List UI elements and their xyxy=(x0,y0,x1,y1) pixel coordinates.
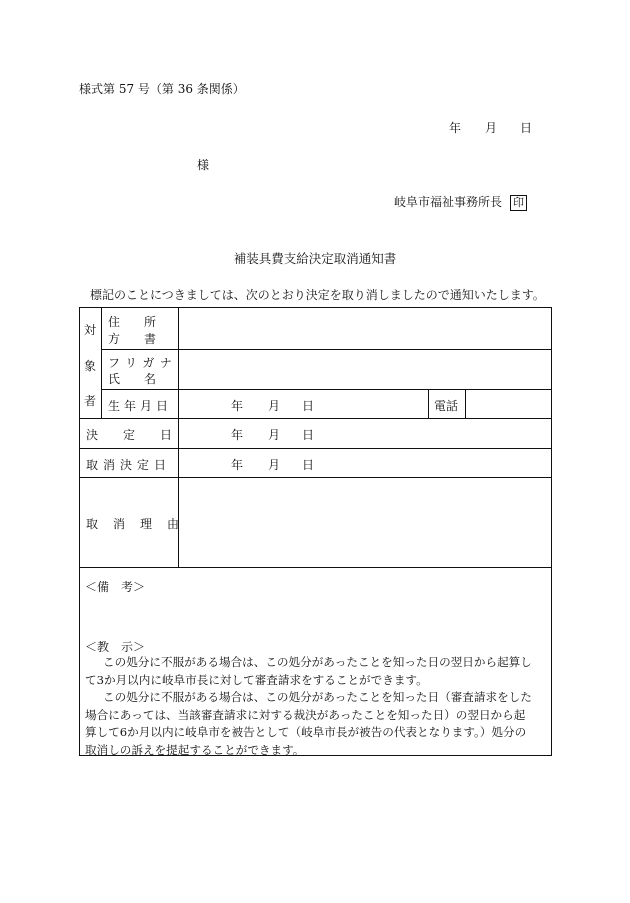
decision-date-char: 日 xyxy=(159,428,172,442)
issue-date-day: 日 xyxy=(520,121,533,135)
row-divider xyxy=(80,418,551,419)
cancel-decision-date-month: 月 xyxy=(268,458,281,472)
seal-stamp: 印 xyxy=(510,195,527,211)
subject-label-char: 対 xyxy=(84,323,97,337)
addressee-suffix: 様 xyxy=(197,158,210,172)
instruction-line: この処分に不服がある場合は、この処分があったことを知った日（審査請求をした xyxy=(103,690,532,704)
cancel-decision-date-day: 日 xyxy=(302,458,315,472)
decision-date-month: 月 xyxy=(268,428,281,442)
form-number: 様式第 57 号（第 36 条関係） xyxy=(79,82,245,96)
address-note-label: 方 書 xyxy=(108,332,157,346)
instruction-heading: ＜教 示＞ xyxy=(85,640,146,654)
issuer-name: 岐阜市福祉事務所長 xyxy=(394,195,503,209)
issue-date xyxy=(449,119,532,136)
issue-date-year: 年 xyxy=(449,121,462,135)
form-table xyxy=(79,307,552,756)
decision-date-year: 年 xyxy=(231,428,244,442)
birthdate-month: 月 xyxy=(268,399,281,413)
instruction-line: 算して6か月以内に岐阜市を被告として（岐阜市長が被告の代表となります。）処分の xyxy=(85,725,527,739)
issuer-line xyxy=(394,193,527,211)
row-divider xyxy=(101,389,551,390)
document-title: 補装具費支給決定取消通知書 xyxy=(233,251,397,266)
column-divider xyxy=(465,389,466,418)
name-label: 氏 名 xyxy=(108,372,157,386)
subject-label-char: 象 xyxy=(84,359,97,373)
intro-text: 標記のことにつきましては、次のとおり決定を取り消しましたので通知いたします。 xyxy=(90,288,545,302)
furigana-label: フリガナ xyxy=(108,356,178,370)
instruction-text xyxy=(85,654,532,759)
instruction-line: この処分に不服がある場合は、この処分があったことを知った日の翌日から起算し xyxy=(103,655,532,669)
address-label: 住 所 xyxy=(108,315,157,329)
instruction-line: て3か月以内に岐阜市長に対して審査請求をすることができます。 xyxy=(85,672,428,687)
row-divider xyxy=(80,567,551,568)
cancel-reason-label: 取消理由 xyxy=(86,517,195,531)
decision-date-label xyxy=(86,426,172,443)
instruction-line: 場合にあっては、当該審査請求に対する裁決があったことを知った日）の翌日から起 xyxy=(85,707,526,722)
decision-date-day: 日 xyxy=(302,428,315,442)
cancel-decision-date-label: 取消決定日 xyxy=(86,458,172,472)
row-divider xyxy=(80,448,551,449)
row-divider xyxy=(101,349,551,350)
birthdate-year: 年 xyxy=(231,399,244,413)
column-divider xyxy=(101,308,102,418)
cancel-decision-date-year: 年 xyxy=(231,458,244,472)
birthdate-label: 生年月日 xyxy=(108,399,173,413)
column-divider xyxy=(428,389,429,418)
row-divider xyxy=(80,477,551,478)
instruction-line: 取消しの訴えを提起することができます。 xyxy=(85,742,305,757)
phone-label: 電話 xyxy=(434,399,459,413)
subject-label-char: 者 xyxy=(84,394,97,408)
decision-date-char: 決 xyxy=(86,428,99,442)
decision-date-char: 定 xyxy=(122,428,135,442)
remarks-heading: ＜備 考＞ xyxy=(85,580,146,594)
birthdate-day: 日 xyxy=(302,399,315,413)
issue-date-month: 月 xyxy=(485,121,498,135)
